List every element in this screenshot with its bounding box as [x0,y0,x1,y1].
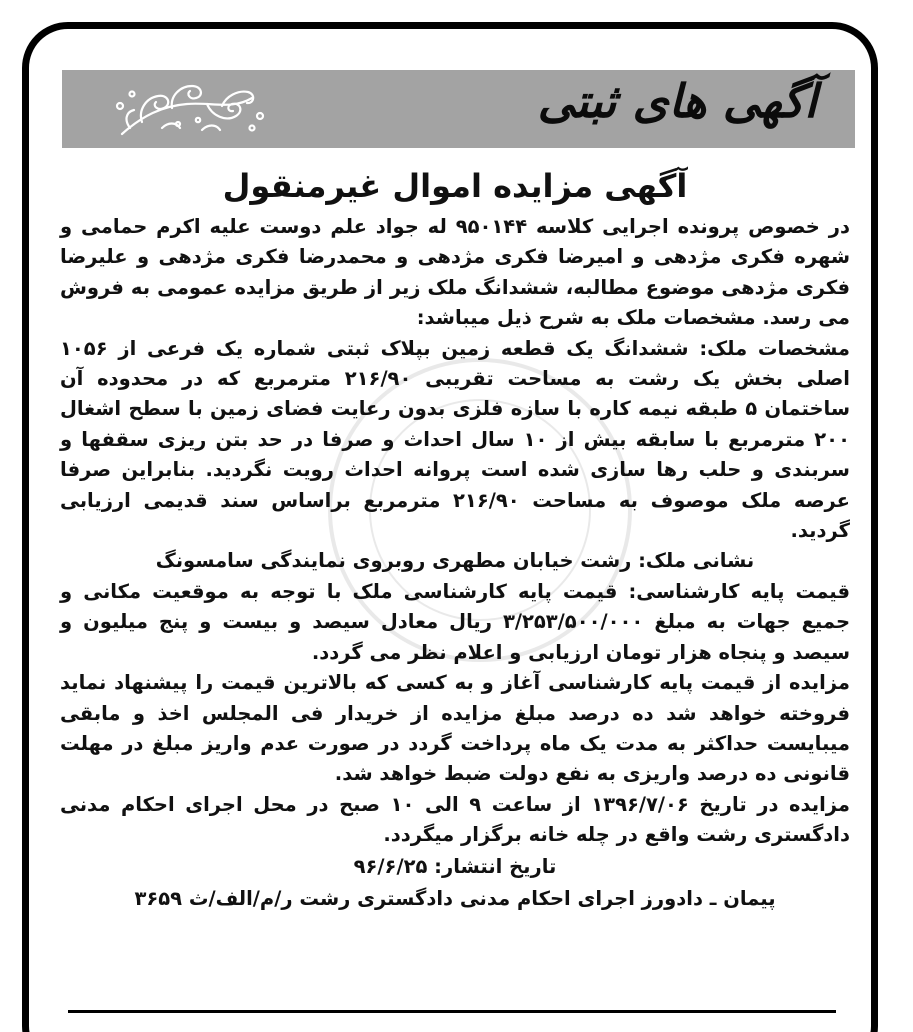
notice-headline: آگهی مزایده اموال غیرمنقول [222,167,688,205]
notice-paragraph-base-price: قیمت پایه کارشناسی: قیمت پایه کارشناسی ملک با توجه به موقعیت مکانی و جمیع جهات به مبلغ ۳/۲۵۳/۵۰۰/۰۰۰ ریال معادل سیصد و بیست و پنج میلیون و سیصد و پنجاه هزار تومان ارزیابی و اعلام نظر می گردد. [60,579,850,664]
notice-paragraph-auction-terms: مزایده از قیمت پایه کارشناسی آغاز و به کسی که بالاترین قیمت را پیشنهاد نماید فروخته خواهد شد ده درصد مبلغ مزایده از خریدار فی المجلس اخذ و مابقی میبایست حداکثر به مدت یک ماه پرداخت گردد در صورت عدم واریز مبلغ در مهلت قانونی ده درصد واریزی به نفع دولت ضبط خواهد شد. [60,671,850,786]
category-banner [62,70,855,148]
bottom-divider [68,1010,836,1013]
notice-body [60,160,850,915]
notice-paragraph-property-specs: مشخصات ملک: ششدانگ یک قطعه زمین بپلاک ثبتی شماره یک فرعی از ۱۰۵۶ اصلی بخش یک رشت به مساحت تقریبی ۲۱۶/۹۰ مترمربع که در محدوده آن ساختمان ۵ طبقه نیمه کاره با سازه فلزی بدون رعایت فضای زمین با سطح اشغال ۲۰۰ مترمربع با سابقه بیش از ۱۰ سال احداث و صرفا در حد بتن ریزی سقفها و سربندی و حلب رها سازی شده است پروانه احداث رویت نگردید. بنابراین صرفا عرصه ملک موصوف به مساحت ۲۱۶/۹۰ مترمربع براساس سند قدیمی ارزیابی گردید. [60,336,851,543]
publish-date: تاریخ انتشار: ۹۶/۶/۲۵ [353,854,557,878]
signature-line: پیمان ـ دادورز اجرای احکام مدنی دادگستری رشت ر/م/الف/ث ۳۶۵۹ [134,886,776,910]
floral-ornament-icon [102,76,272,142]
notice-paragraph-case: در خصوص پرونده اجرایی کلاسه ۹۵۰۱۴۴ له جواد علم دوست علیه اکرم حمامی و شهره فکری مژدهی و امیرضا فکری مژدهی و محمدرضا فکری مژدهی و علیرضا فکری مژدهی موضوع مطالبه، ششدانگ ملک زیر از طریق مزایده عمومی به فروش می رسد. مشخصات ملک به شرح ذیل میباشد: [60,215,850,330]
notice-paragraph-address: نشانی ملک: رشت خیابان مطهری روبروی نمایندگی سامسونگ [155,549,755,573]
banner-title: آگهی های ثبتی [537,74,817,128]
notice-paragraph-auction-date: مزایده در تاریخ ۱۳۹۶/۷/۰۶ از ساعت ۹ الی ۱۰ صبح در محل اجرای احکام مدنی دادگستری رشت واقع در چله خانه برگزار میگردد. [60,792,851,847]
